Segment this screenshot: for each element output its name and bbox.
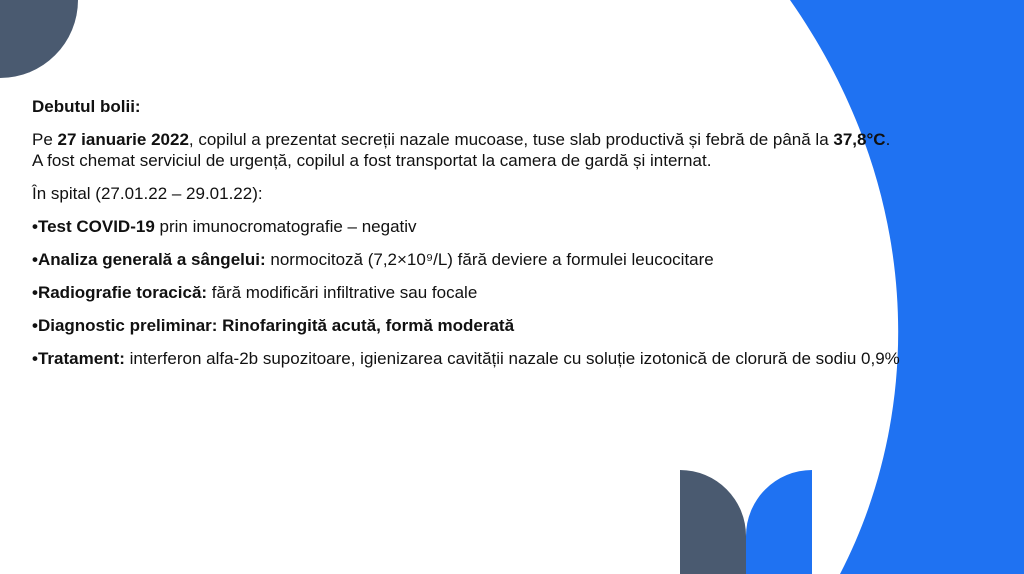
section-heading: Debutul bolii: (32, 97, 141, 116)
onset-date: 27 ianuarie 2022 (57, 130, 189, 149)
blue-leaf-shape (746, 470, 812, 574)
slate-leaf-shape (680, 470, 746, 574)
hospital-stay-line: În spital (27.01.22 – 29.01.22): (32, 184, 263, 203)
list-item-diagnosis: •Diagnostic preliminar: Rinofaringită acută, formă moderată (32, 316, 515, 335)
fever-temperature: 37,8°C (833, 130, 886, 149)
list-item-treatment: •Tratament: interferon alfa-2b supozitoare, igienizarea cavității nazale cu soluție izotonică de clorură de sodiu 0,9% (32, 349, 900, 368)
list-item-chest-xray: •Radiografie toracică: fără modificări infiltrative sau focale (32, 283, 478, 302)
list-item-covid-test: •Test COVID-19 prin imunocromatografie – negativ (32, 217, 417, 236)
slide-body (32, 96, 902, 381)
onset-paragraph: Pe 27 ianuarie 2022, copilul a prezentat secreții nazale mucoase, tuse slab productivă și febră de până la 37,8°C. A fost chemat serviciul de urgență, copilul a fost transportat la camera de gardă și internat. (32, 130, 891, 170)
list-item-blood-analysis: •Analiza generală a sângelui: normocitoză (7,2×10⁹/L) fără deviere a formulei leucocitare (32, 250, 714, 269)
corner-quarter-circle (0, 0, 78, 78)
